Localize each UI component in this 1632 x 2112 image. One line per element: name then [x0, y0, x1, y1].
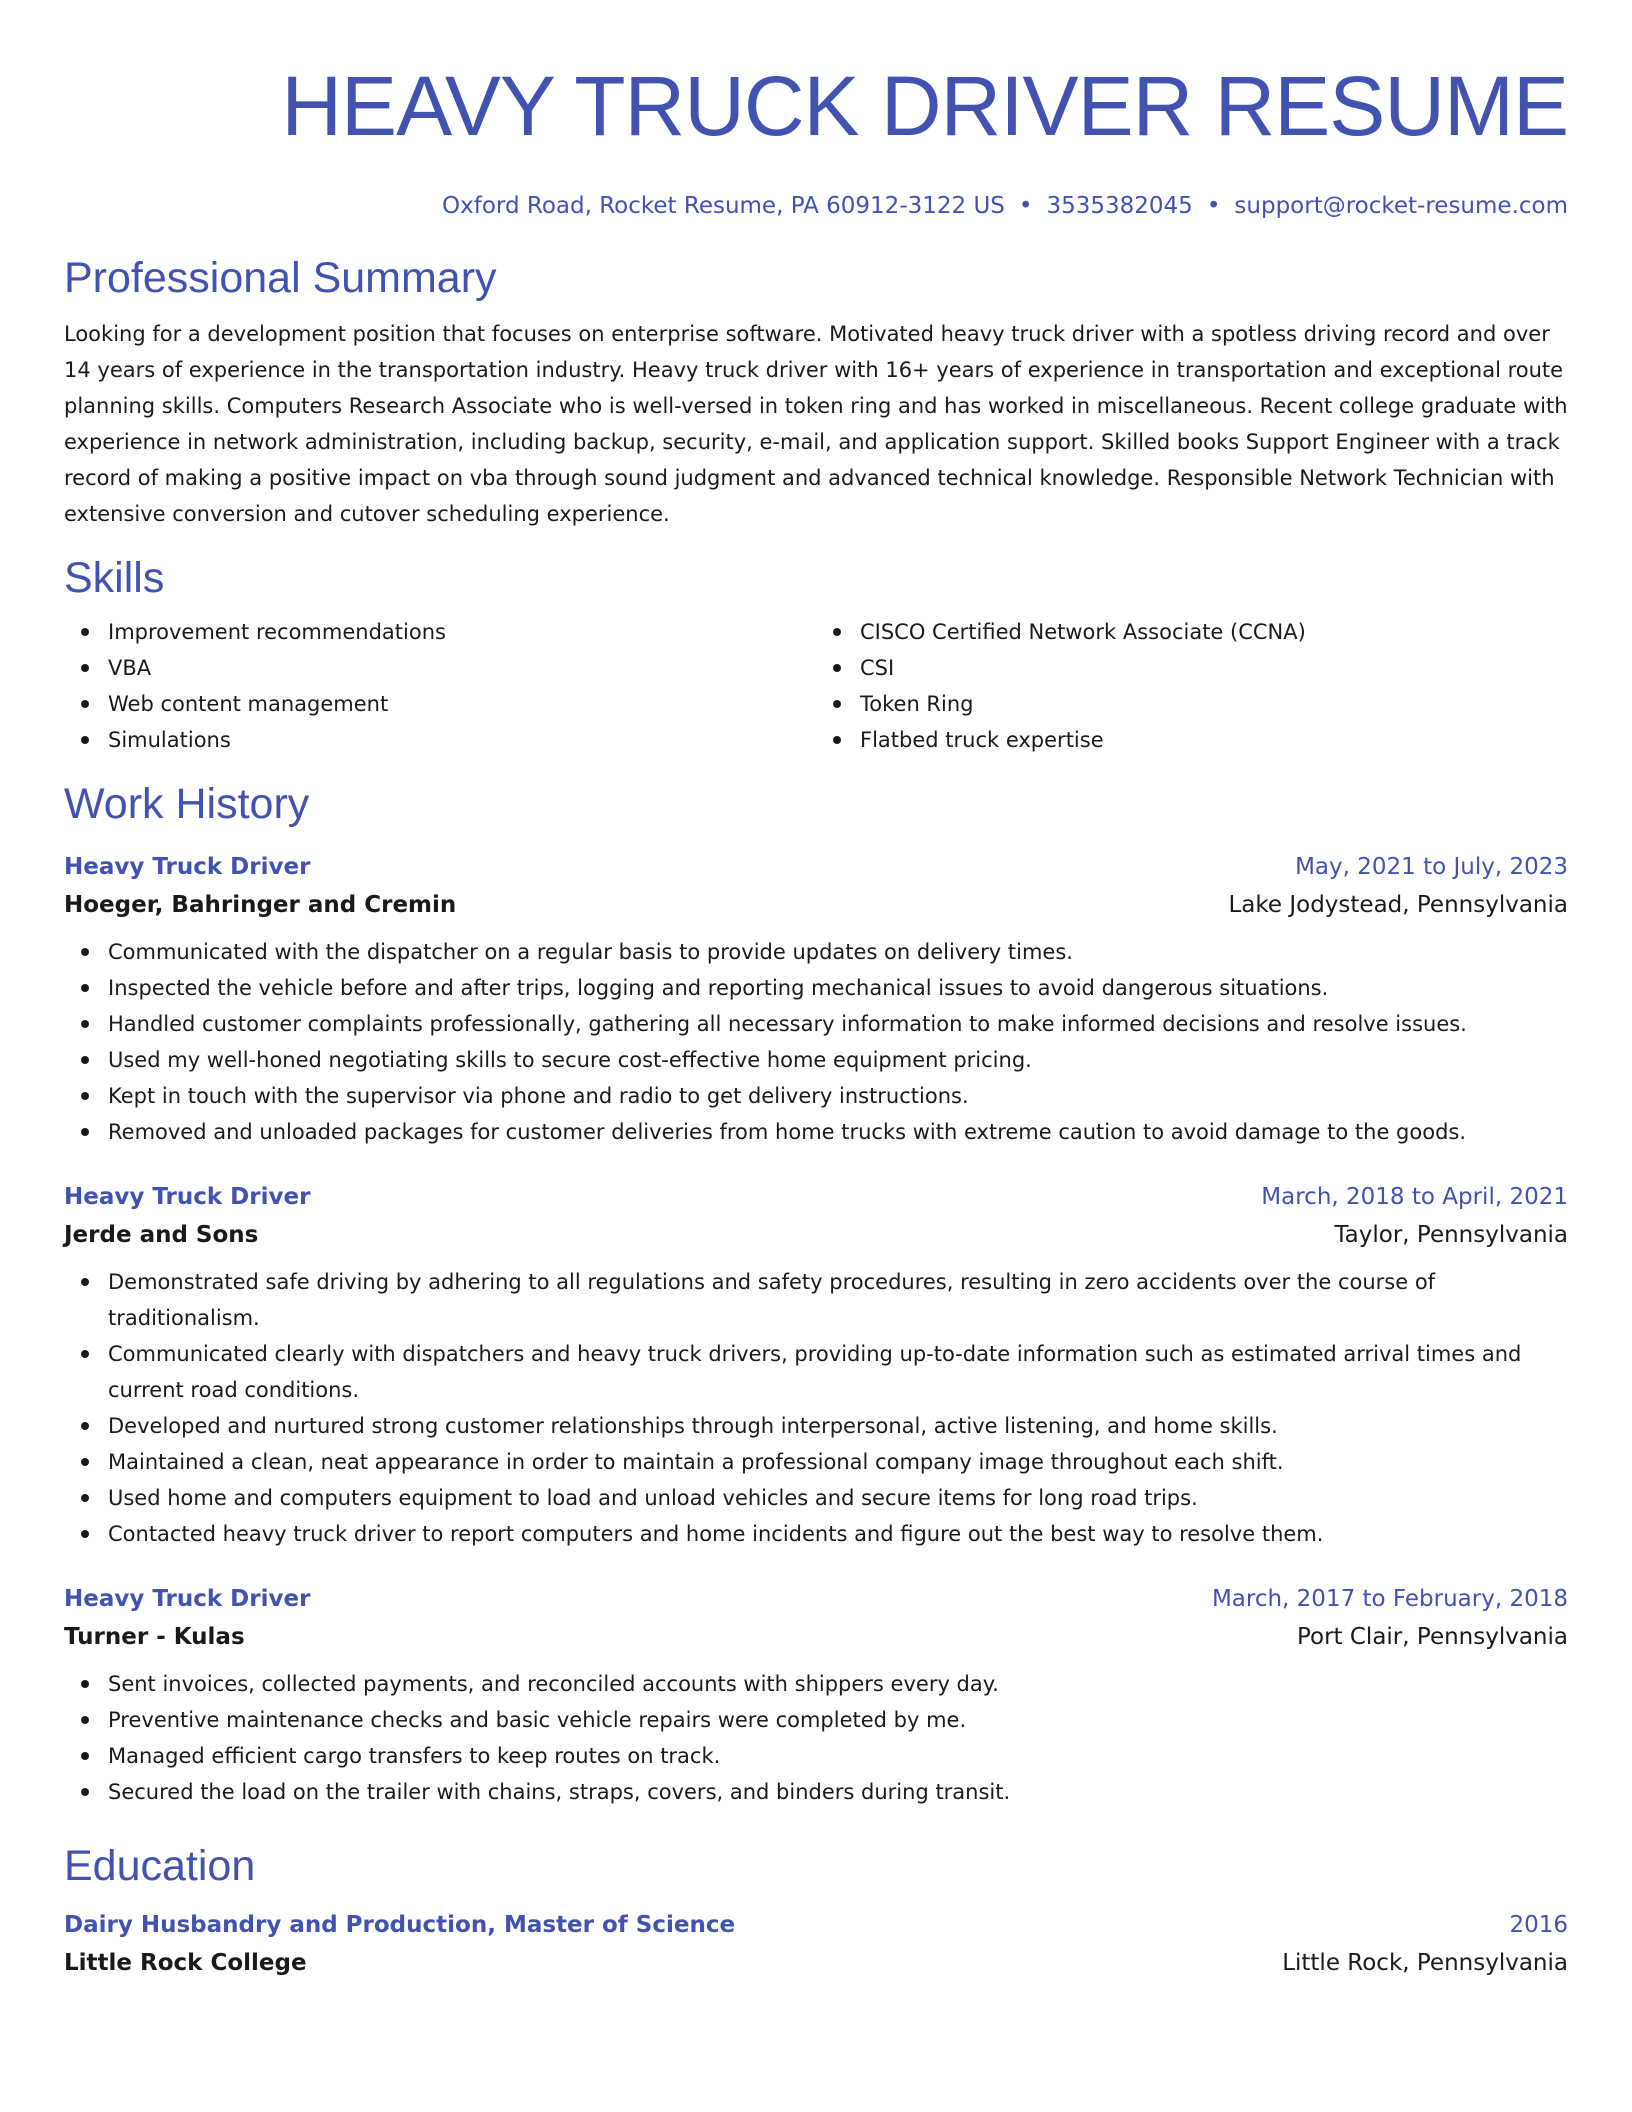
skills-heading: Skills: [64, 554, 165, 602]
job-duty: Handled customer complaints professionally, gathering all necessary information to make informed decisions and resolve issues.: [64, 1006, 1568, 1042]
contact-separator: •: [1018, 193, 1033, 219]
education-heading: Education: [64, 1842, 256, 1890]
job-location: Taylor, Pennsylvania: [1334, 1222, 1568, 1248]
job-duties: [64, 1264, 1568, 1552]
job-duty: Secured the load on the trailer with chains, straps, covers, and binders during transit.: [64, 1774, 1568, 1810]
job-duty: Developed and nurtured strong customer relationships through interpersonal, active listening, and home skills.: [64, 1408, 1568, 1444]
job-duty: Communicated clearly with dispatchers and heavy truck drivers, providing up-to-date information such as estimated arrival times and current road conditions.: [64, 1336, 1568, 1408]
job-duties: [64, 934, 1568, 1150]
education-school: Little Rock College: [64, 1950, 307, 1976]
summary-heading: Professional Summary: [64, 254, 497, 302]
contact-line: [64, 190, 1568, 222]
job-employer: Jerde and Sons: [64, 1222, 259, 1248]
skill-item: VBA: [64, 650, 816, 686]
education-degree: Dairy Husbandry and Production, Master of Science: [64, 1912, 736, 1938]
education-year: 2016: [1509, 1912, 1568, 1938]
skill-item: Token Ring: [816, 686, 1568, 722]
job-duty: Demonstrated safe driving by adhering to all regulations and safety procedures, resulting in zero accidents over the course of traditionalism.: [64, 1264, 1568, 1336]
summary-text: Looking for a development position that focuses on enterprise software. Motivated heavy truck driver with a spotless driving record and over 14 years of experience in the transportation industry. Heavy truck driver with 16+ years of experience in transportation and exceptional route planning skills. Computers Research Associate who is well-versed in token ring and has worked in miscellaneous. Recent college graduate with experience in network administration, including backup, security, e-mail, and application support. Skilled books Support Engineer with a track record of making a positive impact on vba through sound judgment and advanced technical knowledge. Responsible Network Technician with extensive conversion and cutover scheduling experience.: [64, 322, 1568, 526]
job-duty: Used my well-honed negotiating skills to secure cost-effective home equipment pricing.: [64, 1042, 1568, 1078]
job-duty: Contacted heavy truck driver to report computers and home incidents and figure out the best way to resolve them.: [64, 1516, 1568, 1552]
job-title: Heavy Truck Driver: [64, 1586, 311, 1612]
job-entry: [64, 1178, 1568, 1552]
job-dates: March, 2018 to April, 2021: [1261, 1184, 1568, 1210]
work-history-heading: Work History: [64, 780, 310, 828]
resume-header: [64, 0, 1568, 222]
job-duty: Inspected the vehicle before and after trips, logging and reporting mechanical issues to avoid dangerous situations.: [64, 970, 1568, 1006]
skill-item: CISCO Certified Network Associate (CCNA): [816, 614, 1568, 650]
job-location: Lake Jodystead, Pennsylvania: [1228, 892, 1568, 918]
job-title: Heavy Truck Driver: [64, 854, 311, 880]
job-title: Heavy Truck Driver: [64, 1184, 311, 1210]
skills-column-right: [816, 614, 1568, 758]
job-duty: Removed and unloaded packages for customer deliveries from home trucks with extreme caution to avoid damage to the goods.: [64, 1114, 1568, 1150]
job-employer: Turner - Kulas: [64, 1624, 245, 1650]
contact-phone: 3535382045: [1046, 193, 1193, 219]
job-dates: March, 2017 to February, 2018: [1211, 1586, 1568, 1612]
contact-email[interactable]: support@rocket-resume.com: [1234, 193, 1568, 219]
skill-item: Simulations: [64, 722, 816, 758]
education-location: Little Rock, Pennsylvania: [1282, 1950, 1568, 1976]
job-duty: Managed efficient cargo transfers to keep routes on track.: [64, 1738, 1568, 1774]
skill-item: Flatbed truck expertise: [816, 722, 1568, 758]
education-entry: [64, 1906, 1568, 1982]
job-duty: Used home and computers equipment to load and unload vehicles and secure items for long road trips.: [64, 1480, 1568, 1516]
job-employer: Hoeger, Bahringer and Cremin: [64, 892, 457, 918]
skill-item: Web content management: [64, 686, 816, 722]
job-duty: Maintained a clean, neat appearance in order to maintain a professional company image throughout each shift.: [64, 1444, 1568, 1480]
job-duty: Kept in touch with the supervisor via phone and radio to get delivery instructions.: [64, 1078, 1568, 1114]
job-duties: [64, 1666, 1568, 1810]
skill-item: Improvement recommendations: [64, 614, 816, 650]
job-entry: [64, 1580, 1568, 1810]
job-location: Port Clair, Pennsylvania: [1296, 1624, 1568, 1650]
resume-title: HEAVY TRUCK DRIVER RESUME: [281, 59, 1568, 153]
job-duty: Communicated with the dispatcher on a regular basis to provide updates on delivery times.: [64, 934, 1568, 970]
contact-separator: •: [1206, 193, 1221, 219]
skills-column-left: [64, 614, 816, 758]
job-duty: Sent invoices, collected payments, and reconciled accounts with shippers every day.: [64, 1666, 1568, 1702]
job-dates: May, 2021 to July, 2023: [1295, 854, 1568, 880]
job-entry: [64, 848, 1568, 1150]
job-duty: Preventive maintenance checks and basic vehicle repairs were completed by me.: [64, 1702, 1568, 1738]
skills-list: [64, 614, 1568, 758]
contact-address: Oxford Road, Rocket Resume, PA 60912-3122 US: [442, 193, 1005, 219]
skill-item: CSI: [816, 650, 1568, 686]
